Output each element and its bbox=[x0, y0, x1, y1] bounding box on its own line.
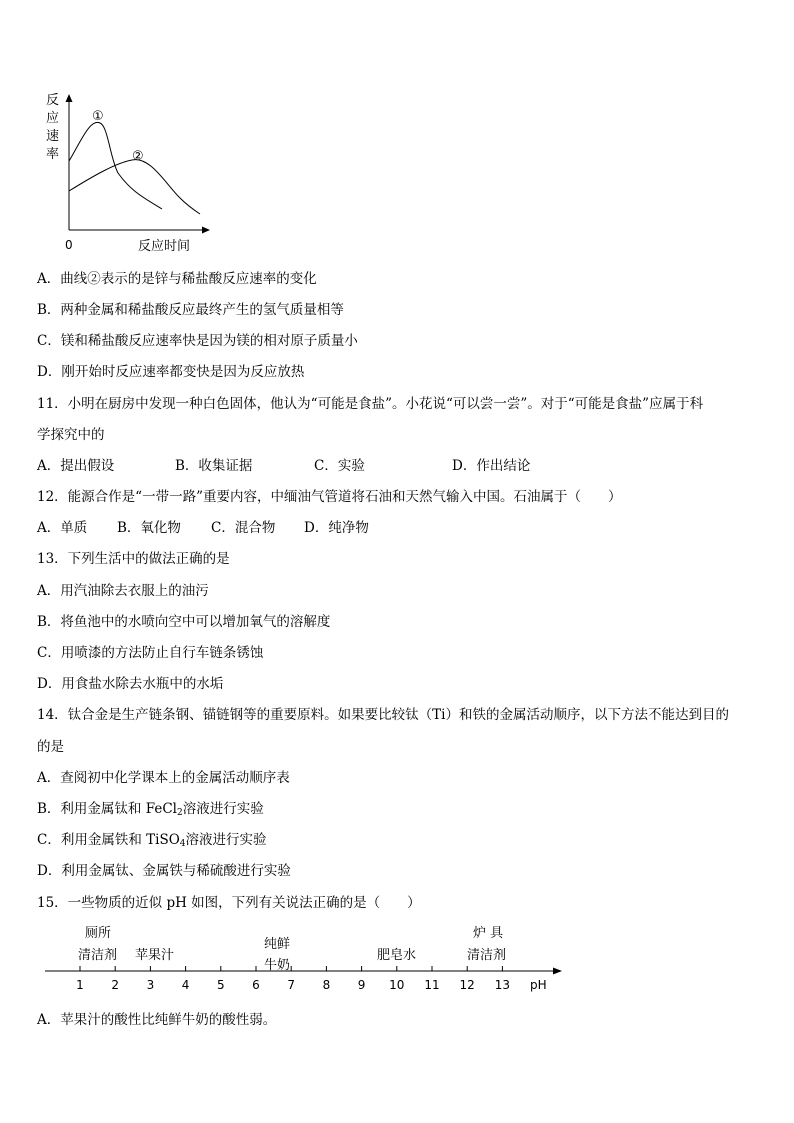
q15-stem: 15．一些物质的近似 pH 如图，下列有关说法正确的是（ ） bbox=[37, 895, 421, 911]
q14-option-c-tail: 溶液进行实验 bbox=[185, 832, 267, 848]
origin-label: 0 bbox=[65, 238, 73, 252]
ph-tick-label: 8 bbox=[322, 978, 331, 992]
ph-tick-label: 4 bbox=[181, 978, 190, 992]
q14-stem: 14．钛合金是生产链条钢、锚链钢等的重要原料。如果要比较钛（Ti）和铁的金属活动顺序，以下方法不能达到目的 bbox=[37, 707, 729, 723]
q13-option-b: B．将鱼池中的水喷向空中可以增加氧气的溶解度 bbox=[37, 614, 331, 630]
ph-tick-label: 9 bbox=[357, 978, 366, 992]
ph-tick-label: 10 bbox=[389, 978, 405, 992]
label-fresh-milk: 牛奶 bbox=[264, 958, 291, 973]
q14-option-c bbox=[37, 831, 267, 853]
q13-option-d: D．用食盐水除去水瓶中的水垢 bbox=[37, 676, 224, 692]
ph-tick-label: 1 bbox=[76, 978, 84, 992]
curve-2 bbox=[69, 160, 200, 214]
curve-1-marker: ① bbox=[92, 109, 104, 124]
q12-option-a: A．单质 bbox=[37, 520, 88, 536]
y-axis-label-char: 速 bbox=[46, 129, 60, 144]
q14-option-b-text: B．利用金属钛和 FeCl bbox=[37, 801, 177, 817]
ph-tick-label: 13 bbox=[494, 978, 511, 992]
q14-option-b bbox=[37, 800, 264, 822]
y-axis-label-char: 应 bbox=[46, 111, 60, 126]
q14-option-b-tail: 溶液进行实验 bbox=[182, 801, 264, 817]
ph-tick-label: 2 bbox=[111, 978, 120, 992]
x-axis-arrow bbox=[202, 227, 210, 234]
label-apple-juice: 苹果汁 bbox=[135, 948, 175, 963]
ph-tick-label: 6 bbox=[252, 978, 260, 992]
q10-option-b: B．两种金属和稀盐酸反应最终产生的氢气质量相等 bbox=[37, 302, 344, 318]
q12-option-b: B．氧化物 bbox=[117, 520, 181, 536]
ph-tick-label: 7 bbox=[287, 978, 296, 992]
ph-tick-label: 5 bbox=[216, 978, 225, 992]
reaction-rate-chart bbox=[40, 88, 220, 258]
label-toilet-cleaner: 厕所 bbox=[85, 926, 112, 941]
q13-stem: 13．下列生活中的做法正确的是 bbox=[37, 551, 230, 567]
q11-option-d: D．作出结论 bbox=[452, 458, 531, 474]
label-stove-cleaner: 清洁剂 bbox=[467, 948, 507, 963]
q10-option-c: C．镁和稀盐酸反应速率快是因为镁的相对原子质量小 bbox=[37, 333, 358, 349]
q10-option-a: A．曲线②表示的是锌与稀盐酸反应速率的变化 bbox=[37, 271, 317, 287]
curve-2-marker: ② bbox=[132, 149, 144, 164]
q13-option-a: A．用汽油除去衣服上的油污 bbox=[37, 583, 209, 599]
q11-stem-cont: 学探究中的 bbox=[37, 427, 105, 443]
ph-tick-label: 12 bbox=[459, 978, 475, 992]
q11-stem: 11．小明在厨房中发现一种白色固体，他认为“可能是食盐”。小花说“可以尝一尝”。对于“可能是食盐”应属于科 bbox=[37, 396, 704, 412]
q14-option-c-text: C．利用金属铁和 TiSO bbox=[37, 832, 180, 848]
q12-stem: 12．能源合作是“一带一路”重要内容，中缅油气管道将石油和天然气输入中国。石油属于（ ） bbox=[37, 489, 622, 505]
q14-option-b-subscript: 2 bbox=[176, 808, 183, 818]
q14-option-d: D．利用金属钛、金属铁与稀硫酸进行实验 bbox=[37, 863, 291, 879]
label-toilet-cleaner: 清洁剂 bbox=[78, 948, 118, 963]
q14-option-a: A．查阅初中化学课本上的金属活动顺序表 bbox=[37, 770, 290, 786]
q10-option-d: D．刚开始时反应速率都变快是因为反应放热 bbox=[37, 364, 305, 380]
q14-option-c-subscript: 4 bbox=[179, 839, 186, 849]
q11-option-a: A．提出假设 bbox=[37, 458, 115, 474]
q11-option-c: C．实验 bbox=[314, 458, 365, 474]
y-axis-label-char: 率 bbox=[46, 147, 60, 162]
ph-tick-label: 3 bbox=[146, 978, 155, 992]
q13-option-c: C．用喷漆的方法防止自行车链条锈蚀 bbox=[37, 645, 264, 661]
q12-option-c: C．混合物 bbox=[211, 520, 276, 536]
q11-option-b: B．收集证据 bbox=[175, 458, 253, 474]
q15-option-a: A．苹果汁的酸性比纯鲜牛奶的酸性弱。 bbox=[37, 1012, 277, 1028]
label-stove-cleaner: 炉 具 bbox=[473, 926, 504, 941]
ph-scale-figure bbox=[40, 920, 570, 1000]
ph-unit-label: pH bbox=[530, 978, 547, 992]
q14-stem-cont: 的是 bbox=[37, 739, 64, 755]
label-fresh-milk: 纯鲜 bbox=[264, 937, 291, 952]
y-axis-label-char: 反 bbox=[46, 93, 60, 108]
x-axis-label: 反应时间 bbox=[138, 239, 191, 254]
q12-option-d: D．纯净物 bbox=[304, 520, 369, 536]
ph-axis-arrow bbox=[553, 968, 562, 975]
ph-tick-label: 11 bbox=[424, 978, 440, 992]
label-soapy-water: 肥皂水 bbox=[377, 948, 417, 963]
y-axis-arrow bbox=[66, 94, 73, 102]
